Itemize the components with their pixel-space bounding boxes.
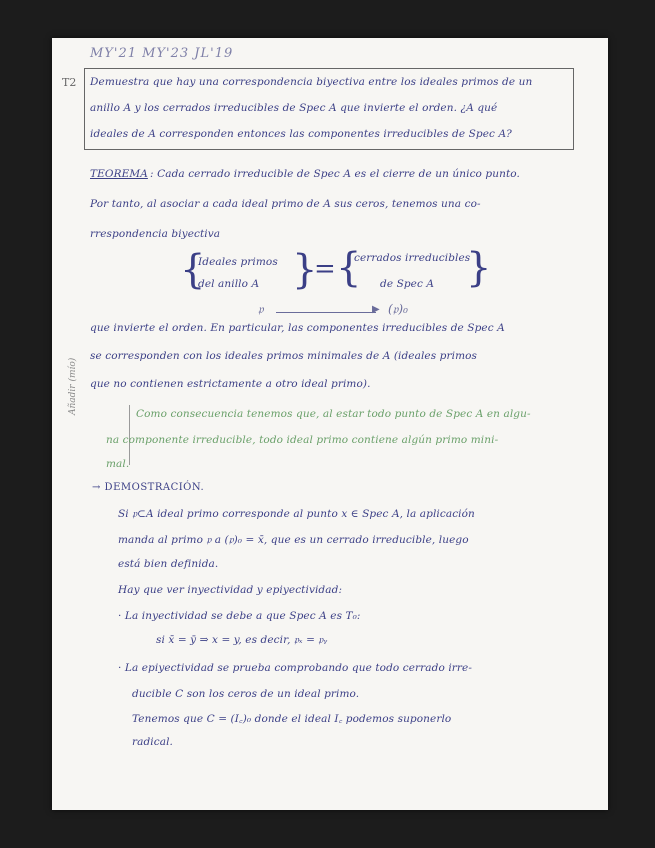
proof-line-4: Hay que ver inyectividad y epiyectividad: xyxy=(118,584,343,596)
equals-sign: = xyxy=(314,254,336,284)
problem-line-1: Demuestra que hay una correspondencia biyectiva entre los ideales primos de un xyxy=(90,76,533,88)
map-from: 𝔭 xyxy=(258,302,264,316)
correspondence-right-top: cerrados irreducibles xyxy=(354,252,471,264)
after-line-3: que no contienen estrictamente a otro ideal primo). xyxy=(90,378,371,390)
after-line-1: que invierte el orden. En particular, las componentes irreducibles de Spec A xyxy=(90,322,505,334)
theorem-line-1: : Cada cerrado irreducible de Spec A es el cierre de un único punto. xyxy=(150,168,520,180)
map-arrow xyxy=(276,312,376,313)
proof-line-2: manda al primo 𝔭 a (𝔭)₀ = x̄, que es un cerrado irreducible, luego xyxy=(118,534,469,546)
proof-line-5: · La inyectividad se debe a que Spec A es T₀: xyxy=(118,610,361,622)
map-to: (𝔭)₀ xyxy=(388,302,409,316)
aside-label: Añadir (mío) xyxy=(68,357,78,415)
after-line-2: se corresponden con los ideales primos minimales de A (ideales primos xyxy=(90,350,478,362)
map-arrowhead: ▶ xyxy=(372,304,380,315)
right-close-brace: } xyxy=(466,245,492,291)
task-label: T2 xyxy=(62,76,77,89)
theorem-heading: TEOREMA xyxy=(90,168,148,180)
left-open-brace: { xyxy=(180,247,206,293)
notebook-page xyxy=(52,38,608,810)
theorem-line-3: rrespondencia biyectiva xyxy=(90,228,221,240)
proof-line-10: radical. xyxy=(132,736,173,748)
correspondence-right-bottom: de Spec A xyxy=(380,278,435,290)
correspondence-left-top: Ideales primos xyxy=(198,256,278,268)
problem-line-3: ideales de A corresponden entonces las componentes irreducibles de Spec A? xyxy=(90,128,512,140)
proof-line-6: si x̄ = ȳ ⇒ x = y, es decir, 𝔭ₓ = 𝔭ᵧ xyxy=(156,634,328,646)
problem-line-2: anillo A y los cerrados irreducibles de Spec A que invierte el orden. ¿A qué xyxy=(90,102,498,114)
proof-heading: → DEMOSTRACIÓN. xyxy=(92,482,205,493)
correspondence-left-bottom: del anillo A xyxy=(198,278,260,290)
aside-line-2: na componente irreducible, todo ideal primo contiene algún primo mini- xyxy=(106,434,499,446)
right-open-brace: { xyxy=(336,245,362,291)
proof-line-9: Tenemos que C = (I꜀)₀ donde el ideal I꜀ podemos suponerlo xyxy=(132,713,452,725)
aside-line-1: Como consecuencia tenemos que, al estar todo punto de Spec A en algu- xyxy=(136,408,531,420)
exam-codes: MY'21 MY'23 JL'19 xyxy=(90,46,234,61)
theorem-line-2: Por tanto, al asociar a cada ideal primo de A sus ceros, tenemos una co- xyxy=(90,198,481,210)
proof-line-3: está bien definida. xyxy=(118,558,219,570)
proof-line-1: Si 𝔭⊂A ideal primo corresponde al punto x ∈ Spec A, la aplicación xyxy=(118,508,475,520)
proof-line-8: ducible C son los ceros de un ideal primo. xyxy=(132,688,360,700)
left-close-brace: } xyxy=(292,247,318,293)
aside-line-3: mal. xyxy=(106,458,130,470)
proof-line-7: · La epiyectividad se prueba comprobando que todo cerrado irre- xyxy=(118,662,472,674)
